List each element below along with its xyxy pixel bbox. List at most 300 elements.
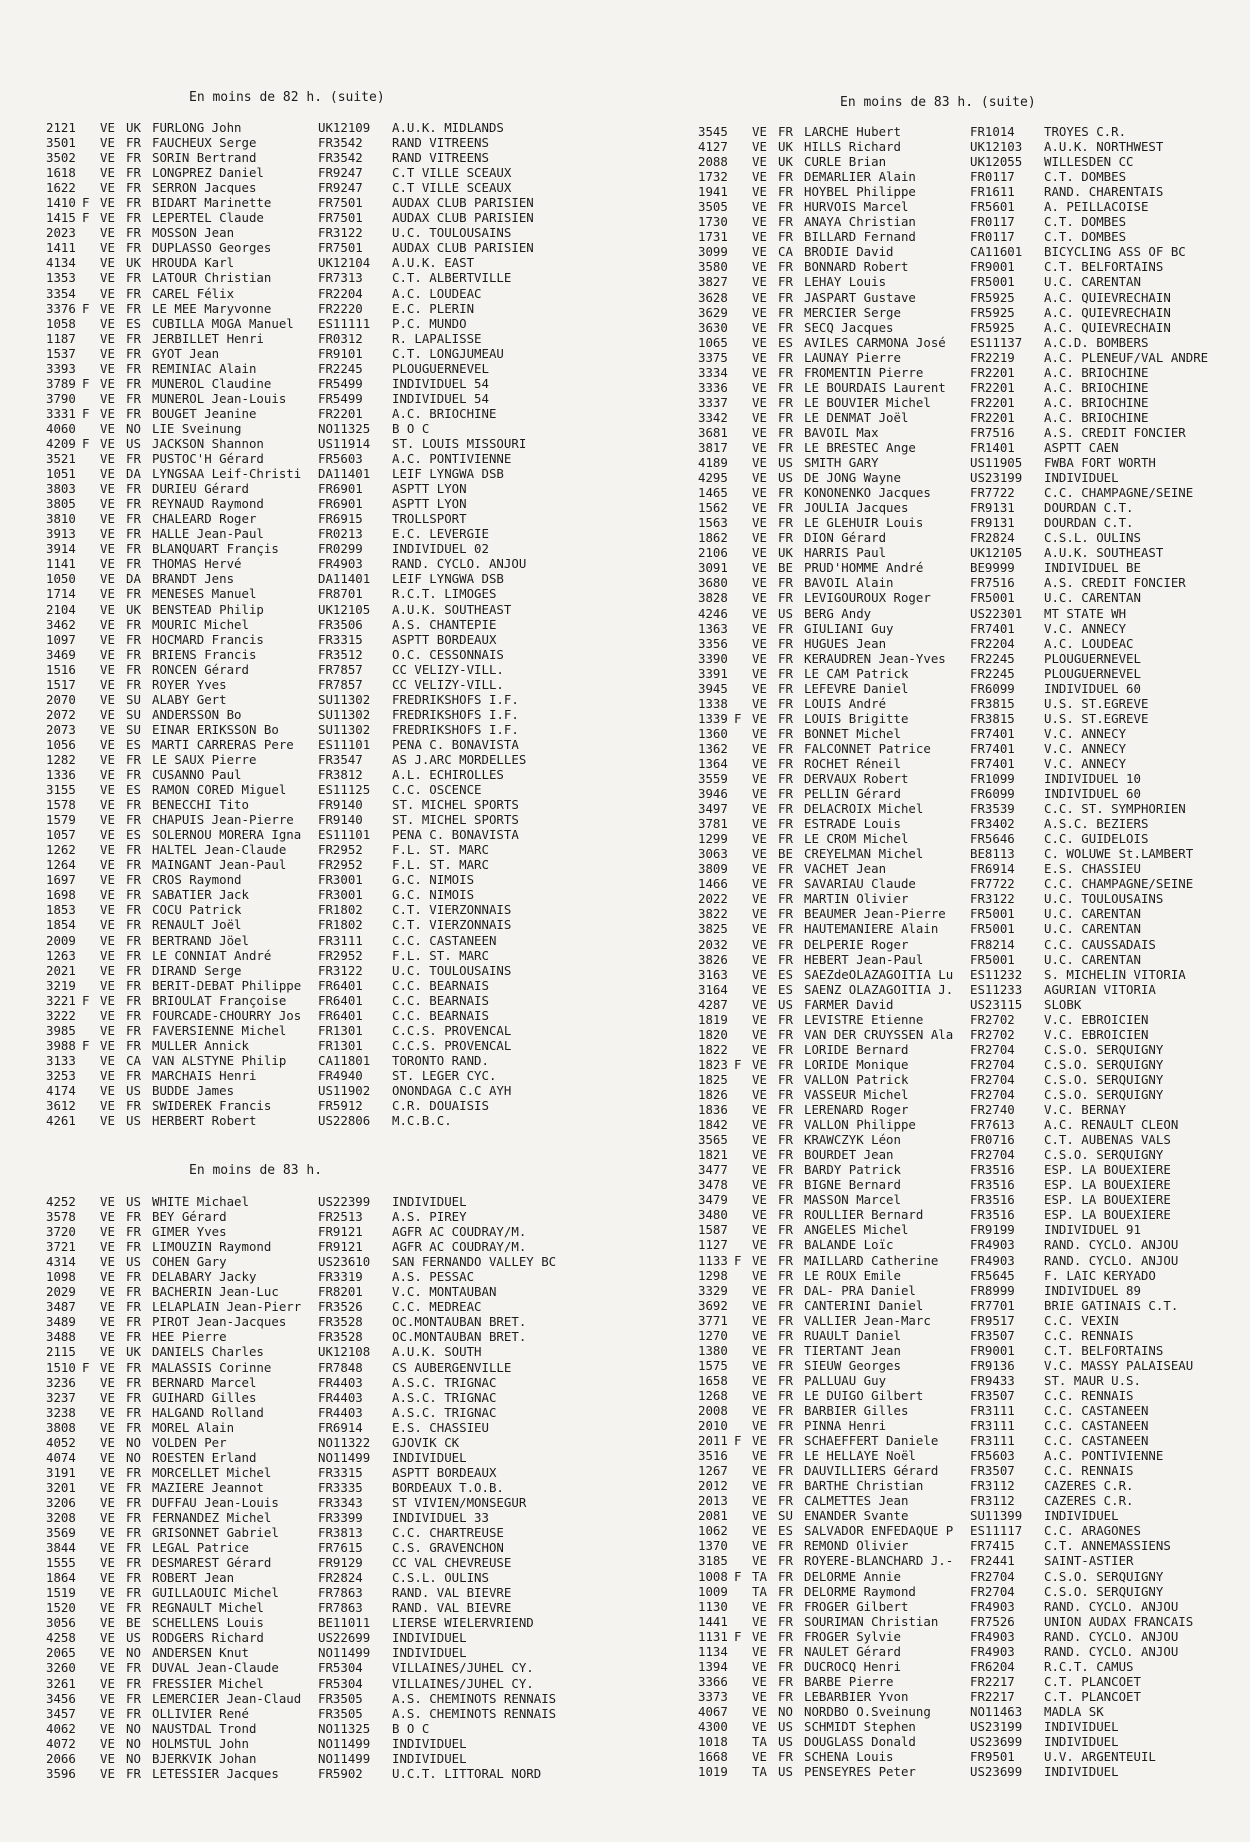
entry-number: 3545 bbox=[698, 124, 728, 139]
category-code: VE bbox=[100, 706, 115, 722]
entry-number: 1516 bbox=[46, 661, 76, 677]
category-code: VE bbox=[752, 1387, 767, 1403]
club-code: FR8999 bbox=[970, 1282, 1015, 1298]
category-code: VE bbox=[100, 1645, 115, 1661]
club-code: FR3526 bbox=[318, 1299, 363, 1315]
category-code: VE bbox=[100, 902, 115, 918]
club-name: C.S.O. SERQUIGNY bbox=[1044, 1583, 1164, 1599]
entry-number: 4134 bbox=[46, 255, 76, 271]
category-code: VE bbox=[100, 1254, 115, 1270]
category-code: VE bbox=[752, 665, 767, 681]
rider-name: SWIDEREK Francis bbox=[152, 1098, 272, 1114]
club-name: LEIF LYNGWA DSB bbox=[392, 571, 504, 587]
rider-name: BOUGET Jeanine bbox=[152, 405, 257, 421]
entry-number: 1141 bbox=[46, 556, 76, 572]
club-name: R. LAPALISSE bbox=[392, 330, 482, 346]
club-code: FR2201 bbox=[970, 394, 1015, 410]
club-code: FR9140 bbox=[318, 812, 363, 828]
club-code: FR2217 bbox=[970, 1688, 1015, 1704]
entry-number: 4174 bbox=[46, 1083, 76, 1098]
club-code: NO11325 bbox=[318, 420, 371, 436]
rider-name: BLANQUART Françis bbox=[152, 541, 279, 557]
club-code: FR5925 bbox=[970, 304, 1015, 320]
club-name: ASPTT LYON bbox=[392, 496, 467, 512]
entry-number: 1065 bbox=[698, 334, 728, 350]
club-code: FR3122 bbox=[970, 891, 1015, 907]
rider-name: NORDBO O.Sveinung bbox=[804, 1703, 931, 1719]
entry-number: 3056 bbox=[46, 1615, 76, 1631]
category-code: VE bbox=[752, 1177, 767, 1193]
country-code: FR bbox=[778, 1117, 793, 1133]
category-code: VE bbox=[752, 1312, 767, 1328]
entry-number: 3478 bbox=[698, 1177, 728, 1193]
rider-name: WHITE Michael bbox=[152, 1194, 249, 1209]
rider-name: FOURCADE-CHOURRY Jos bbox=[152, 1007, 302, 1023]
entry-number: 3578 bbox=[46, 1209, 76, 1225]
country-code: FR bbox=[778, 1553, 793, 1569]
club-code: FR3539 bbox=[970, 801, 1015, 817]
club-code: FR3516 bbox=[970, 1207, 1015, 1223]
category-code: VE bbox=[752, 1418, 767, 1434]
club-name: ESP. LA BOUEXIERE bbox=[1044, 1177, 1171, 1193]
category-code: VE bbox=[752, 169, 767, 185]
club-name: A.S. CREDIT FONCIER bbox=[1044, 575, 1186, 591]
rider-name: GUIHARD Gilles bbox=[152, 1389, 257, 1405]
club-name: INDIVIDUEL BE bbox=[1044, 560, 1141, 576]
club-code: FR3402 bbox=[970, 816, 1015, 832]
rider-name: MUNEROL Jean-Louis bbox=[152, 390, 287, 406]
country-code: FR bbox=[126, 1329, 141, 1345]
rider-name: VALLON Patrick bbox=[804, 1071, 909, 1087]
category-code: VE bbox=[752, 740, 767, 756]
club-code: FR7848 bbox=[318, 1359, 363, 1375]
entry-number: 1842 bbox=[698, 1117, 728, 1133]
country-code: US bbox=[778, 1764, 793, 1780]
entry-number: 3477 bbox=[698, 1162, 728, 1178]
club-code: FR6401 bbox=[318, 992, 363, 1008]
category-code: VE bbox=[752, 124, 767, 139]
club-code: US11914 bbox=[318, 435, 371, 451]
club-code: FR3516 bbox=[970, 1192, 1015, 1208]
country-code: FR bbox=[778, 1312, 793, 1328]
country-code: US bbox=[126, 435, 141, 451]
club-code: FR1401 bbox=[970, 439, 1015, 455]
club-code: FR2824 bbox=[318, 1570, 363, 1586]
club-code: FR5912 bbox=[318, 1098, 363, 1114]
rider-name: BONNET Michel bbox=[804, 725, 901, 741]
rider-name: LEGAL Patrice bbox=[152, 1540, 249, 1556]
club-name: BICYCLING ASS OF BC bbox=[1044, 244, 1186, 260]
club-name: INDIVIDUEL 54 bbox=[392, 390, 489, 406]
country-code: NO bbox=[126, 1750, 141, 1766]
country-code: NO bbox=[126, 1449, 141, 1465]
entry-number: 3091 bbox=[698, 560, 728, 576]
rider-name: HEBERT Jean-Paul bbox=[804, 951, 924, 967]
country-code: FR bbox=[778, 1147, 793, 1163]
category-code: VE bbox=[752, 1147, 767, 1163]
rider-name: LORIDE Bernard bbox=[804, 1041, 909, 1057]
rider-name: HOCMARD Francis bbox=[152, 631, 264, 647]
country-code: FR bbox=[778, 1538, 793, 1554]
country-code: FR bbox=[126, 225, 141, 241]
entry-number: 1698 bbox=[46, 887, 76, 903]
club-code: FR5001 bbox=[970, 274, 1015, 290]
club-name: CC VELIZY-VILL. bbox=[392, 676, 504, 692]
club-name: U.V. ARGENTEUIL bbox=[1044, 1749, 1156, 1765]
rider-name: LEBARBIER Yvon bbox=[804, 1688, 909, 1704]
section-heading-83h-suite: En moins de 83 h. (suite) bbox=[840, 95, 1036, 110]
rider-name: ROCHET Réneil bbox=[804, 755, 901, 771]
category-code: VE bbox=[752, 831, 767, 847]
category-code: VE bbox=[100, 1615, 115, 1631]
club-code: UK12055 bbox=[970, 154, 1023, 170]
entry-number: 3099 bbox=[698, 244, 728, 260]
rider-name: LATOUR Christian bbox=[152, 270, 272, 286]
category-code: VE bbox=[100, 330, 115, 346]
country-code: FR bbox=[126, 285, 141, 301]
entry-number: 1415 bbox=[46, 210, 76, 226]
club-code: FR4903 bbox=[970, 1643, 1015, 1659]
category-code: VE bbox=[100, 1660, 115, 1676]
club-code: FR9199 bbox=[970, 1222, 1015, 1238]
club-code: BE11011 bbox=[318, 1615, 371, 1631]
club-code: UK12109 bbox=[318, 120, 371, 135]
rider-name: HALGAND Rolland bbox=[152, 1404, 264, 1420]
category-code: VE bbox=[752, 1749, 767, 1765]
club-code: BE9999 bbox=[970, 560, 1015, 576]
country-code: FR bbox=[778, 1583, 793, 1599]
club-name: INDIVIDUEL bbox=[392, 1750, 467, 1766]
club-code: FR3319 bbox=[318, 1269, 363, 1285]
rider-name: BERTRAND Jöel bbox=[152, 932, 249, 948]
rider-name: ROESTEN Erland bbox=[152, 1449, 257, 1465]
rider-name: FURLONG John bbox=[152, 120, 242, 135]
country-code: FR bbox=[778, 1658, 793, 1674]
rider-name: ANGELES Michel bbox=[804, 1222, 909, 1238]
country-code: US bbox=[778, 470, 793, 486]
country-code: FR bbox=[126, 150, 141, 166]
rider-name: MENESES Manuel bbox=[152, 586, 257, 602]
category-code: VE bbox=[100, 1630, 115, 1646]
country-code: FR bbox=[126, 1585, 141, 1601]
club-code: FR8214 bbox=[970, 936, 1015, 952]
category-code: VE bbox=[100, 390, 115, 406]
club-name: C.T. PLANCOET bbox=[1044, 1673, 1141, 1689]
club-name: AGURIAN VITORIA bbox=[1044, 981, 1156, 997]
club-name: C. WOLUWE St.LAMBERT bbox=[1044, 846, 1194, 862]
country-code: FR bbox=[778, 710, 793, 726]
rider-name: BRIOULAT Françoise bbox=[152, 992, 287, 1008]
club-code: FR2704 bbox=[970, 1583, 1015, 1599]
category-code: VE bbox=[100, 150, 115, 166]
category-code: VE bbox=[100, 1765, 115, 1781]
country-code: FR bbox=[126, 661, 141, 677]
club-code: FR1301 bbox=[318, 1022, 363, 1038]
club-code: FR7722 bbox=[970, 876, 1015, 892]
rider-name: JERBILLET Henri bbox=[152, 330, 264, 346]
country-code: FR bbox=[126, 1037, 141, 1053]
club-name: RAND. CYCLO. ANJOU bbox=[392, 556, 527, 572]
entry-number: 1270 bbox=[698, 1327, 728, 1343]
country-code: FR bbox=[778, 184, 793, 200]
club-name: C.T. ALBERTVILLE bbox=[392, 270, 512, 286]
club-name: E.S. CHASSIEU bbox=[1044, 861, 1141, 877]
club-name: ST. MAUR U.S. bbox=[1044, 1372, 1141, 1388]
country-code: ES bbox=[126, 782, 141, 798]
country-code: FR bbox=[778, 1448, 793, 1464]
rider-name: DUVAL Jean-Claude bbox=[152, 1660, 279, 1676]
category-code: VE bbox=[100, 405, 115, 421]
entry-number: 4314 bbox=[46, 1254, 76, 1270]
club-code: FR5645 bbox=[970, 1267, 1015, 1283]
club-code: SU11302 bbox=[318, 721, 371, 737]
rider-name: LE MEE Maryvonne bbox=[152, 300, 272, 316]
rider-name: JASPART Gustave bbox=[804, 289, 916, 305]
country-code: FR bbox=[778, 620, 793, 636]
club-code: FR7501 bbox=[318, 240, 363, 256]
club-code: FR2219 bbox=[970, 349, 1015, 365]
entry-number: 1062 bbox=[698, 1523, 728, 1539]
category-code: VE bbox=[752, 1598, 767, 1614]
country-code: ES bbox=[778, 966, 793, 982]
rider-name: BALANDE Loïc bbox=[804, 1237, 894, 1253]
category-code: VE bbox=[100, 827, 115, 843]
club-name: U.C. CARENTAN bbox=[1044, 921, 1141, 937]
rider-name: ENANDER Svante bbox=[804, 1508, 909, 1524]
club-name: A.C. QUIEVRECHAIN bbox=[1044, 319, 1171, 335]
club-name: E.S. CHASSIEU bbox=[392, 1419, 489, 1435]
category-code: TA bbox=[752, 1568, 767, 1584]
club-code: FR2952 bbox=[318, 947, 363, 963]
entry-number: 1826 bbox=[698, 1087, 728, 1102]
country-code: FR bbox=[126, 1007, 141, 1023]
club-name: ASPTT BORDEAUX bbox=[392, 631, 497, 647]
entry-number: 1057 bbox=[46, 827, 76, 843]
category-code: VE bbox=[100, 1389, 115, 1405]
rider-name: BENECCHI Tito bbox=[152, 797, 249, 813]
rider-name: CHALEARD Roger bbox=[152, 511, 257, 527]
category-code: VE bbox=[100, 1585, 115, 1601]
club-name: A.S. PIREY bbox=[392, 1209, 467, 1225]
club-code: FR9136 bbox=[970, 1357, 1015, 1373]
category-code: VE bbox=[100, 420, 115, 436]
country-code: FR bbox=[778, 665, 793, 681]
entry-number: 1563 bbox=[698, 515, 728, 531]
rider-name: GIMER Yves bbox=[152, 1224, 227, 1240]
club-code: FR3315 bbox=[318, 631, 363, 647]
club-name: A.U.K. NORTHWEST bbox=[1044, 139, 1164, 155]
category-code: VE bbox=[752, 1643, 767, 1659]
rider-name: GYOT Jean bbox=[152, 345, 220, 361]
club-name: AUDAX CLUB PARISIEN bbox=[392, 240, 534, 256]
club-code: SU11302 bbox=[318, 691, 371, 707]
country-code: FR bbox=[126, 646, 141, 662]
category-code: VE bbox=[752, 364, 767, 380]
club-code: FR0299 bbox=[318, 541, 363, 557]
country-code: FR bbox=[778, 1387, 793, 1403]
rider-name: BAVOIL Alain bbox=[804, 575, 894, 591]
category-code: VE bbox=[100, 1374, 115, 1390]
club-name: U.C. CARENTAN bbox=[1044, 951, 1141, 967]
entry-number: 1618 bbox=[46, 165, 76, 181]
club-name: U.C. TOULOUSAINS bbox=[392, 225, 512, 241]
entry-number: 1520 bbox=[46, 1600, 76, 1616]
rider-name: ANDERSEN Knut bbox=[152, 1645, 249, 1661]
country-code: FR bbox=[778, 1177, 793, 1193]
club-code: US22301 bbox=[970, 605, 1023, 621]
club-code: FR4903 bbox=[970, 1598, 1015, 1614]
entry-number: 3612 bbox=[46, 1098, 76, 1114]
category-code: VE bbox=[100, 1509, 115, 1525]
category-code: VE bbox=[752, 184, 767, 200]
country-code: FR bbox=[778, 771, 793, 787]
club-code: UK12108 bbox=[318, 1344, 371, 1360]
sex-code: F bbox=[82, 1359, 90, 1375]
country-code: US bbox=[778, 1718, 793, 1734]
rider-name: DAUVILLIERS Gérard bbox=[804, 1463, 939, 1479]
rider-name: CURLE Brian bbox=[804, 154, 887, 170]
club-name: PENA C. BONAVISTA bbox=[392, 827, 519, 843]
category-code: VE bbox=[752, 409, 767, 425]
club-code: FR5902 bbox=[318, 1765, 363, 1781]
club-code: FR2824 bbox=[970, 530, 1015, 546]
club-name: C.C. CAUSSADAIS bbox=[1044, 936, 1156, 952]
country-code: FR bbox=[126, 360, 141, 376]
category-code: VE bbox=[752, 1357, 767, 1373]
category-code: VE bbox=[752, 876, 767, 892]
rider-name: MUNEROL Claudine bbox=[152, 375, 272, 391]
rider-name: VAN ALSTYNE Philip bbox=[152, 1052, 287, 1068]
country-code: FR bbox=[126, 526, 141, 542]
section-heading-83h: En moins de 83 h. bbox=[189, 1163, 323, 1178]
entry-number: 3913 bbox=[46, 526, 76, 542]
club-name: RAND. CYCLO. ANJOU bbox=[1044, 1628, 1179, 1644]
rider-name: CUSANNO Paul bbox=[152, 767, 242, 783]
category-code: VE bbox=[752, 515, 767, 531]
entry-number: 3488 bbox=[46, 1329, 76, 1345]
club-name: C.T. VIERZONNAIS bbox=[392, 917, 512, 933]
category-code: VE bbox=[752, 1613, 767, 1629]
rider-name: COHEN Gary bbox=[152, 1254, 227, 1270]
category-code: VE bbox=[752, 1087, 767, 1102]
category-code: VE bbox=[100, 496, 115, 512]
rider-name: HALLE Jean-Paul bbox=[152, 526, 264, 542]
category-code: VE bbox=[752, 605, 767, 621]
club-code: FR3507 bbox=[970, 1463, 1015, 1479]
rider-name: HILLS Richard bbox=[804, 139, 901, 155]
country-code: FR bbox=[778, 1478, 793, 1494]
rider-name: MARCHAIS Henri bbox=[152, 1067, 257, 1083]
rider-name: REGNAULT Michel bbox=[152, 1600, 264, 1616]
country-code: FR bbox=[126, 240, 141, 256]
country-code: FR bbox=[778, 1011, 793, 1027]
club-code: FR2201 bbox=[970, 364, 1015, 380]
club-code: FR2245 bbox=[318, 360, 363, 376]
entry-number: 3805 bbox=[46, 496, 76, 512]
country-code: FR bbox=[778, 199, 793, 215]
rider-name: CREYELMAN Michel bbox=[804, 846, 924, 862]
rider-name: DAL- PRA Daniel bbox=[804, 1282, 916, 1298]
club-name: A.S.C. BEZIERS bbox=[1044, 816, 1149, 832]
entry-number: 4287 bbox=[698, 996, 728, 1012]
club-name: ST. LOUIS MISSOURI bbox=[392, 435, 527, 451]
entry-number: 3334 bbox=[698, 364, 728, 380]
rider-name: KRAWCZYK Léon bbox=[804, 1132, 901, 1148]
category-code: VE bbox=[752, 349, 767, 365]
club-code: FR7863 bbox=[318, 1600, 363, 1616]
rider-name: ROBERT Jean bbox=[152, 1570, 235, 1586]
country-code: FR bbox=[778, 1132, 793, 1148]
category-code: VE bbox=[752, 1327, 767, 1343]
rider-name: LE BOUVIER Michel bbox=[804, 394, 931, 410]
category-code: VE bbox=[752, 1553, 767, 1569]
entry-number: 1466 bbox=[698, 876, 728, 892]
category-code: VE bbox=[100, 1750, 115, 1766]
rider-name: REMOND Olivier bbox=[804, 1538, 909, 1554]
rider-name: RODGERS Richard bbox=[152, 1630, 264, 1646]
entry-number: 1299 bbox=[698, 831, 728, 847]
entry-number: 3366 bbox=[698, 1673, 728, 1689]
rider-name: DELORME Annie bbox=[804, 1568, 901, 1584]
category-code: VE bbox=[752, 1658, 767, 1674]
entry-number: 3238 bbox=[46, 1404, 76, 1420]
club-code: FR3516 bbox=[970, 1162, 1015, 1178]
club-code: UK12105 bbox=[970, 545, 1023, 561]
club-code: FR5304 bbox=[318, 1675, 363, 1691]
country-code: FR bbox=[778, 1418, 793, 1434]
club-code: ES11125 bbox=[318, 782, 371, 798]
club-name: C.T VILLE SCEAUX bbox=[392, 165, 512, 181]
entry-number: 3155 bbox=[46, 782, 76, 798]
category-code: VE bbox=[752, 861, 767, 877]
rider-name: LERENARD Roger bbox=[804, 1102, 909, 1118]
club-name: C.S.L. OULINS bbox=[392, 1570, 489, 1586]
club-name: C.C. CHARTREUSE bbox=[392, 1525, 504, 1541]
category-code: VE bbox=[752, 1071, 767, 1087]
country-code: ES bbox=[778, 334, 793, 350]
country-code: FR bbox=[778, 1402, 793, 1418]
entry-number: 3219 bbox=[46, 977, 76, 993]
entry-number: 3988 bbox=[46, 1037, 76, 1053]
country-code: FR bbox=[778, 1237, 793, 1253]
rider-name: LE ROUX Emile bbox=[804, 1267, 901, 1283]
country-code: FR bbox=[126, 541, 141, 557]
club-name: PLOUGUERNEVEL bbox=[392, 360, 489, 376]
category-code: VE bbox=[100, 1464, 115, 1480]
country-code: US bbox=[778, 455, 793, 471]
country-code: NO bbox=[126, 1720, 141, 1736]
club-name: A.S. CHEMINOTS RENNAIS bbox=[392, 1705, 557, 1721]
entry-number: 3630 bbox=[698, 319, 728, 335]
club-code: FR3343 bbox=[318, 1494, 363, 1510]
country-code: FR bbox=[126, 1570, 141, 1586]
club-name: RAND. VAL BIEVRE bbox=[392, 1585, 512, 1601]
rider-name: LEHAY Louis bbox=[804, 274, 887, 290]
rider-name: PRUD'HOMME André bbox=[804, 560, 924, 576]
category-code: VE bbox=[752, 786, 767, 802]
country-code: FR bbox=[126, 1299, 141, 1315]
entry-number: 1587 bbox=[698, 1222, 728, 1238]
entry-number: 3260 bbox=[46, 1660, 76, 1676]
rider-name: SAENZ OLAZAGOITIA J. bbox=[804, 981, 954, 997]
entry-number: 3208 bbox=[46, 1509, 76, 1525]
rider-name: PINNA Henri bbox=[804, 1418, 887, 1434]
rider-name: LOUIS Brigitte bbox=[804, 710, 909, 726]
club-code: FR2220 bbox=[318, 300, 363, 316]
category-code: VE bbox=[752, 545, 767, 561]
entry-number: 1622 bbox=[46, 180, 76, 196]
club-code: FR9131 bbox=[970, 500, 1015, 516]
